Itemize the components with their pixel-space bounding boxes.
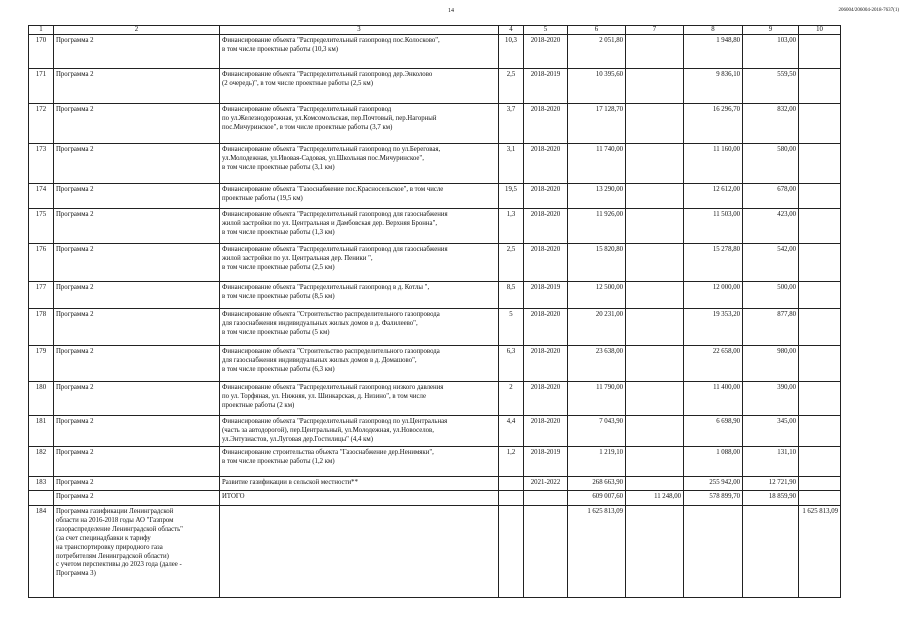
length-km: 10,3 [499,35,524,69]
amount-col-6: 1 625 813,09 [568,506,626,598]
period-years: 2018-2019 [524,69,568,104]
row-number: 179 [29,346,54,382]
period-years [524,491,568,506]
table-row [29,477,841,491]
column-header: 10 [799,26,841,35]
period-years: 2018-2020 [524,35,568,69]
object-description: Развитие газификации в сельской местности** [220,477,499,491]
amount-col-6: 23 638,00 [568,346,626,382]
amount-col-8: 15 278,80 [684,244,743,282]
program-name: Программа 2 [54,491,220,506]
object-description: Финансирование объекта "Распределительный газопровод по ул.Береговая, ул.Молодежная, ул.Ивовая-Садовая, ул.Школьная пос.Мичуринское", в том числе проектные работы (3,1 км) [220,144,499,184]
amount-col-10 [799,282,841,309]
object-description: Финансирование объекта "Распределительный газопровод дер.Энколово (2 очередь)", в том числе проектные работы (2,5 км) [220,69,499,104]
table-row [29,282,841,309]
program-name: Программа 2 [54,104,220,144]
period-years: 2018-2020 [524,416,568,447]
amount-col-8: 6 698,90 [684,416,743,447]
amount-col-9: 678,00 [743,184,799,209]
period-years: 2021-2022 [524,477,568,491]
length-km: 2,5 [499,244,524,282]
object-description: Финансирование объекта "Строительство распределительного газопровода для газоснабжения индивидуальных жилых домов в д. Домашово", в том числе проектные работы (6,3 км) [220,346,499,382]
table-row [29,244,841,282]
period-years: 2018-2019 [524,282,568,309]
column-header: 2 [54,26,220,35]
amount-col-10 [799,477,841,491]
amount-col-10 [799,309,841,346]
program-name: Программа 2 [54,282,220,309]
table-row [29,416,841,447]
row-number: 172 [29,104,54,144]
amount-col-10 [799,144,841,184]
object-description: Финансирование строительства объекта "Газоснабжение дер.Ненимяки", в том числе проектные работы (1,2 км) [220,447,499,477]
amount-col-10 [799,491,841,506]
amount-col-6: 2 051,80 [568,35,626,69]
program-name: Программа 2 [54,35,220,69]
amount-col-8 [684,506,743,598]
program-name: Программа 2 [54,346,220,382]
period-years [524,506,568,598]
amount-col-10 [799,447,841,477]
period-years: 2018-2020 [524,309,568,346]
amount-col-10 [799,346,841,382]
amount-col-9: 980,00 [743,346,799,382]
row-number: 182 [29,447,54,477]
column-header: 3 [220,26,499,35]
amount-col-8: 1 948,80 [684,35,743,69]
period-years: 2018-2019 [524,447,568,477]
amount-col-6: 609 007,60 [568,491,626,506]
row-number: 177 [29,282,54,309]
period-years: 2018-2020 [524,382,568,416]
table-row [29,209,841,244]
amount-col-9: 18 859,90 [743,491,799,506]
length-km: 2,5 [499,69,524,104]
amount-col-6: 12 500,00 [568,282,626,309]
program-name: Программа 2 [54,209,220,244]
amount-col-10 [799,382,841,416]
amount-col-8: 1 088,00 [684,447,743,477]
amount-col-8: 12 000,00 [684,282,743,309]
program-name: Программа 2 [54,144,220,184]
row-number: 180 [29,382,54,416]
table-row [29,184,841,209]
amount-col-7 [626,506,684,598]
object-description: Финансирование объекта "Строительство распределительного газопровода для газоснабжения индивидуальных жилых домов в д. Фалилеево", в том числе проектные работы (5 км) [220,309,499,346]
length-km: 1,3 [499,209,524,244]
amount-col-7 [626,69,684,104]
period-years: 2018-2020 [524,209,568,244]
page-number: 14 [448,8,454,14]
amount-col-6: 7 043,90 [568,416,626,447]
amount-col-9 [743,506,799,598]
table-row [29,69,841,104]
program-name: Программа 2 [54,477,220,491]
amount-col-8: 19 353,20 [684,309,743,346]
row-number: 176 [29,244,54,282]
row-number: 173 [29,144,54,184]
object-description: Финансирование объекта "Распределительный газопровод в д. Котлы ", в том числе проектные работы (8,5 км) [220,282,499,309]
column-header-row [29,26,841,35]
amount-col-10 [799,104,841,144]
amount-col-8: 12 612,00 [684,184,743,209]
row-number: 184 [29,506,54,598]
object-description: Финансирование объекта "Распределительный газопровод по ул.Центральная (часть за автодорогой), пер.Центральный, ул.Молодежная, ул.Новоселов, ул.Энтузиастов, ул.Луговая дер.Гостилицы" (4,4 км) [220,416,499,447]
object-description: Финансирование объекта "Распределительный газопровод низкого давления по ул. Торфяная, ул. Нижняя, ул. Шинкарская, д. Низино", в том числе проектные работы (2 км) [220,382,499,416]
amount-col-7 [626,309,684,346]
row-number [29,491,54,506]
column-header: 5 [524,26,568,35]
amount-col-7 [626,416,684,447]
amount-col-6: 17 128,70 [568,104,626,144]
row-number: 181 [29,416,54,447]
amount-col-7 [626,282,684,309]
column-header: 1 [29,26,54,35]
object-description: Финансирование объекта "Распределительный газопровод пос.Колосково", в том числе проектные работы (10,3 км) [220,35,499,69]
amount-col-6: 13 290,00 [568,184,626,209]
amount-col-9: 559,50 [743,69,799,104]
amount-col-10 [799,244,841,282]
object-description: Финансирование объекта "Распределительный газопровод по ул.Железнодорожная, ул.Комсомольская, пер.Почтовый, пер.Нагорный пос.Мичуринское", в том числе проектные работы (3,7 км) [220,104,499,144]
table-row [29,346,841,382]
length-km: 3,7 [499,104,524,144]
amount-col-7 [626,184,684,209]
amount-col-10 [799,416,841,447]
document-id: 206004/206004-2018-7637(1) [838,8,899,13]
row-number: 174 [29,184,54,209]
amount-col-9: 542,00 [743,244,799,282]
amount-col-9: 12 721,90 [743,477,799,491]
amount-col-10 [799,209,841,244]
row-number: 178 [29,309,54,346]
amount-col-6: 15 820,80 [568,244,626,282]
row-number: 175 [29,209,54,244]
amount-col-8: 578 899,70 [684,491,743,506]
program-name: Программа 2 [54,184,220,209]
amount-col-10 [799,184,841,209]
column-header: 7 [626,26,684,35]
amount-col-6: 11 740,00 [568,144,626,184]
period-years: 2018-2020 [524,346,568,382]
amount-col-7 [626,477,684,491]
amount-col-9: 500,00 [743,282,799,309]
program-name: Программа 2 [54,447,220,477]
amount-col-8: 22 658,00 [684,346,743,382]
program-name: Программа 2 [54,309,220,346]
length-km: 5 [499,309,524,346]
program-name: Программа 2 [54,244,220,282]
table-row [29,35,841,69]
table-row [29,491,841,506]
program-name: Программа 2 [54,416,220,447]
period-years: 2018-2020 [524,244,568,282]
amount-col-7 [626,244,684,282]
length-km: 6,3 [499,346,524,382]
table-row [29,382,841,416]
object-description: Финансирование объекта "Распределительный газопровод для газоснабжения жилой застройки по ул. Центральная и Дамбовская дер. Верхняя Бронна", в том числе проектные работы (1,3 км) [220,209,499,244]
amount-col-9: 580,00 [743,144,799,184]
amount-col-6: 11 790,00 [568,382,626,416]
amount-col-7 [626,382,684,416]
amount-col-6: 268 663,90 [568,477,626,491]
program-name: Программа 2 [54,382,220,416]
amount-col-9: 390,00 [743,382,799,416]
row-number: 170 [29,35,54,69]
amount-col-9: 877,80 [743,309,799,346]
column-header: 4 [499,26,524,35]
amount-col-7 [626,104,684,144]
amount-col-8: 16 296,70 [684,104,743,144]
amount-col-7 [626,346,684,382]
amount-col-8: 11 160,00 [684,144,743,184]
amount-col-8: 9 836,10 [684,69,743,104]
table-row [29,506,841,598]
length-km: 1,2 [499,447,524,477]
amount-col-10 [799,35,841,69]
program-name: Программа 2 [54,69,220,104]
column-header: 9 [743,26,799,35]
amount-col-6: 10 395,60 [568,69,626,104]
period-years: 2018-2020 [524,184,568,209]
amount-col-9: 832,00 [743,104,799,144]
amount-col-7 [626,209,684,244]
amount-col-7 [626,35,684,69]
row-number: 171 [29,69,54,104]
amount-col-10: 1 625 813,09 [799,506,841,598]
table-row [29,309,841,346]
table-row [29,447,841,477]
amount-col-7 [626,447,684,477]
amount-col-6: 1 219,10 [568,447,626,477]
table-row [29,104,841,144]
object-description [220,506,499,598]
amount-col-8: 11 400,00 [684,382,743,416]
program-name: Программа газификации Ленинградской области на 2016-2018 годы АО "Газпром газораспределение Ленинградской область" (за счет специнадбавки к тарифу на транспортировку природного газа потребителям Ленинградской области) с учетом перспективы до 2023 года (далее - Программа 3) [54,506,220,598]
column-header: 8 [684,26,743,35]
length-km: 3,1 [499,144,524,184]
amount-col-9: 423,00 [743,209,799,244]
column-header: 6 [568,26,626,35]
amount-col-8: 11 503,00 [684,209,743,244]
period-years: 2018-2020 [524,104,568,144]
funding-table [28,25,841,598]
amount-col-10 [799,69,841,104]
amount-col-6: 11 926,00 [568,209,626,244]
amount-col-9: 103,00 [743,35,799,69]
amount-col-8: 255 942,00 [684,477,743,491]
amount-col-7 [626,144,684,184]
amount-col-6: 20 231,00 [568,309,626,346]
object-description: Финансирование объекта "Газоснабжение пос.Красносельское", в том числе проектные работы (19,5 км) [220,184,499,209]
length-km [499,491,524,506]
length-km: 2 [499,382,524,416]
length-km: 19,5 [499,184,524,209]
length-km: 4,4 [499,416,524,447]
object-description: Финансирование объекта "Распределительный газопровод для газоснабжения жилой застройки по ул. Центральная дер. Пеники ", в том числе проектные работы (2,5 км) [220,244,499,282]
object-description: ИТОГО [220,491,499,506]
amount-col-7: 11 248,00 [626,491,684,506]
length-km [499,506,524,598]
row-number: 183 [29,477,54,491]
length-km [499,477,524,491]
period-years: 2018-2020 [524,144,568,184]
amount-col-9: 131,10 [743,447,799,477]
amount-col-9: 345,00 [743,416,799,447]
table-row [29,144,841,184]
length-km: 8,5 [499,282,524,309]
